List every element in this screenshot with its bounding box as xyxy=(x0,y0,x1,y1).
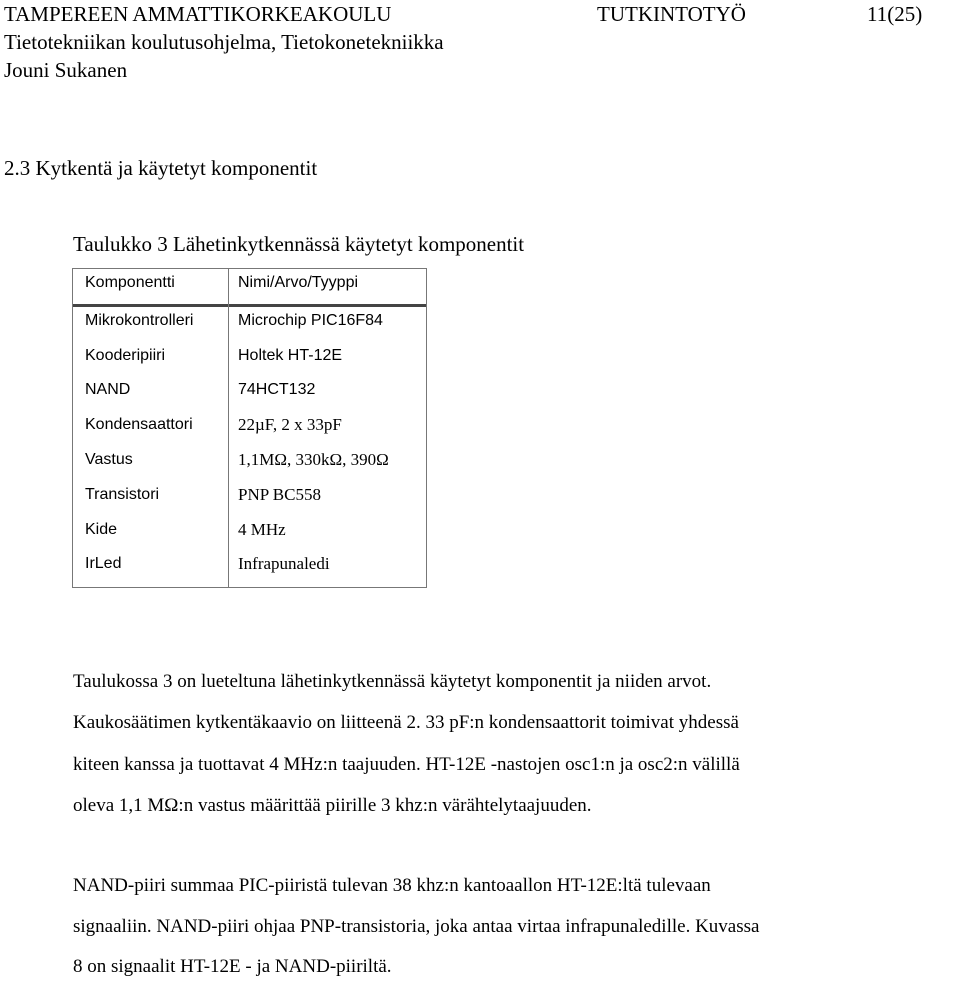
table-cell-value: 4 MHz xyxy=(238,520,286,539)
table-cell-component: IrLed xyxy=(85,555,122,572)
table-cell-component: Transistori xyxy=(85,486,160,503)
table-cell-value: Infrapunaledi xyxy=(238,554,330,573)
table-cell-value: 74HCT132 xyxy=(238,381,316,398)
page-number: 11(25) xyxy=(867,2,923,26)
column-separator xyxy=(228,269,229,587)
programme-name: Tietotekniikan koulutusohjelma, Tietokonetekniikka xyxy=(4,30,444,54)
document-type: TUTKINTOTYÖ xyxy=(597,2,746,26)
table-header-component: Komponentti xyxy=(85,274,175,291)
paragraph-line: NAND-piiri summaa PIC-piiristä tulevan 38 khz:n kantoaallon HT-12E:ltä tulevaan xyxy=(73,875,711,896)
table-cell-component: Kondensaattori xyxy=(85,416,193,433)
table-cell-component: Kide xyxy=(85,521,118,538)
paragraph-line: signaaliin. NAND-piiri ohjaa PNP-transistoria, joka antaa virtaa infrapunaledille. Kuvassa xyxy=(73,916,760,937)
table-cell-value: 1,1MΩ, 330kΩ, 390Ω xyxy=(238,450,389,469)
author-name: Jouni Sukanen xyxy=(4,58,128,82)
section-title: 2.3 Kytkentä ja käytetyt komponentit xyxy=(4,156,318,180)
paragraph-line: Kaukosäätimen kytkentäkaavio on liitteenä 2. 33 pF:n kondensaattorit toimivat yhdessä xyxy=(73,712,739,733)
paragraph-line: 8 on signaalit HT-12E - ja NAND-piiriltä. xyxy=(73,956,392,977)
table-cell-value: Microchip PIC16F84 xyxy=(238,312,383,329)
table-cell-component: Vastus xyxy=(85,451,133,468)
components-table xyxy=(72,268,427,588)
header-separator xyxy=(73,304,426,307)
paragraph-line: oleva 1,1 MΩ:n vastus määrittää piirille 3 khz:n värähtelytaajuuden. xyxy=(73,795,592,816)
table-cell-value: Holtek HT-12E xyxy=(238,347,343,364)
table-cell-component: Mikrokontrolleri xyxy=(85,312,194,329)
table-header-value: Nimi/Arvo/Tyyppi xyxy=(238,274,359,291)
table-caption: Taulukko 3 Lähetinkytkennässä käytetyt komponentit xyxy=(73,232,525,256)
table-cell-component: NAND xyxy=(85,381,131,398)
school-name: TAMPEREEN AMMATTIKORKEAKOULU xyxy=(4,2,392,26)
paragraph-line: kiteen kanssa ja tuottavat 4 MHz:n taajuuden. HT-12E -nastojen osc1:n ja osc2:n välillä xyxy=(73,754,740,775)
table-cell-component: Kooderipiiri xyxy=(85,347,166,364)
table-cell-value: 22µF, 2 x 33pF xyxy=(238,415,342,434)
paragraph-line: Taulukossa 3 on lueteltuna lähetinkytkennässä käytetyt komponentit ja niiden arvot. xyxy=(73,671,712,692)
table-cell-value: PNP BC558 xyxy=(238,485,321,504)
